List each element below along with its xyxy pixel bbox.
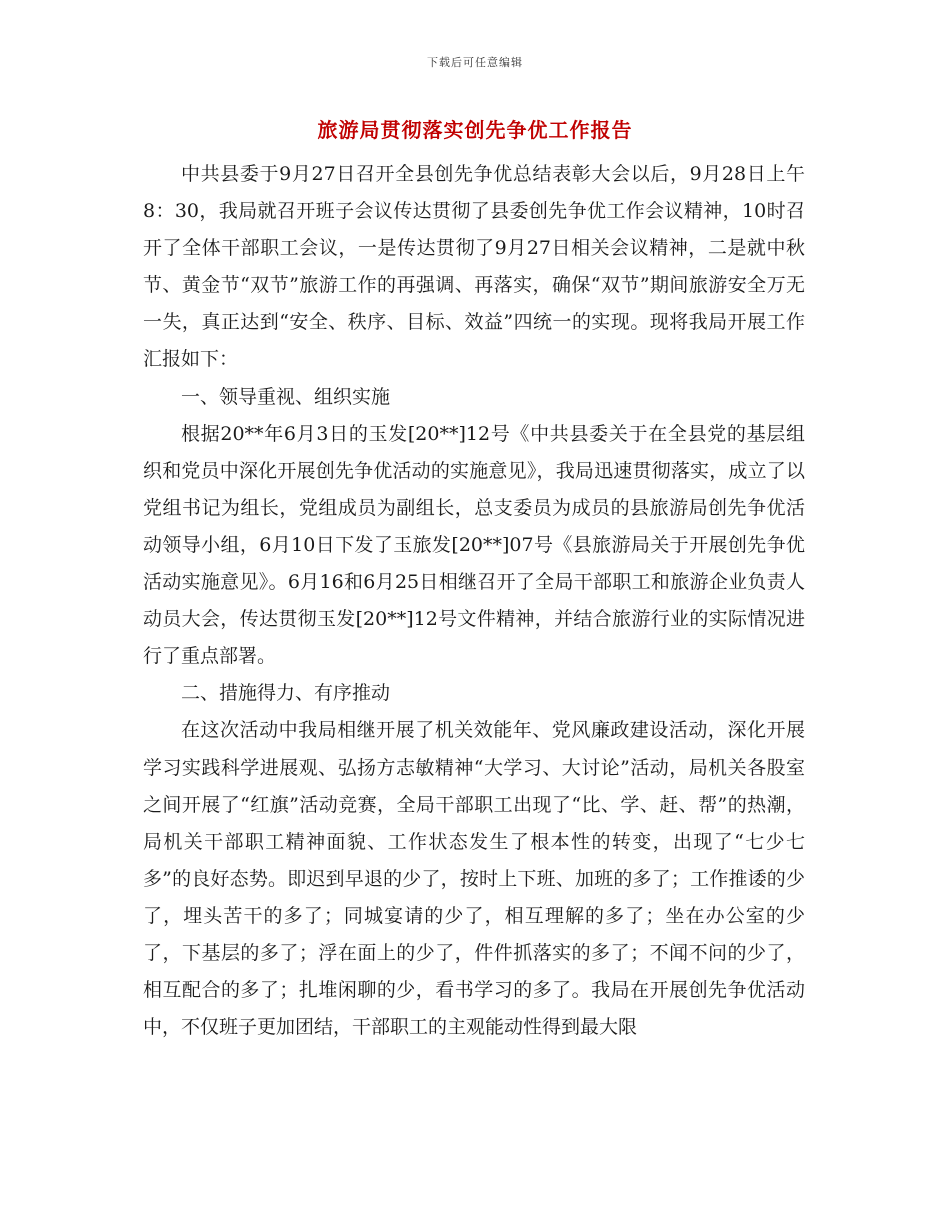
paragraph-section-2: 在这次活动中我局相继开展了机关效能年、党风廉政建设活动，深化开展学习实践科学进展观、弘扬方志敏精神“大学习、大讨论”活动，局机关各股室之间开展了“红旗”活动竞赛，全局干部职工出现了“比、学、赶、帮”的热潮，局机关干部职工精神面貌、工作状态发生了根本性的转变，出现了“七少七多”的良好态势。即迟到早退的少了，按时上下班、加班的多了；工作推诿的少了，埋头苦干的多了；同城宴请的少了，相互理解的多了；坐在办公室的少了，下基层的多了；浮在面上的少了，件件抓落实的多了；不闻不问的少了，相互配合的多了；扎堆闲聊的少，看书学习的多了。我局在开展创先争优活动中，不仅班子更加团结，干部职工的主观能动性得到最大限 xyxy=(143,719,805,1039)
paragraph-section-1: 根据20**年6月3日的玉发[20**]12号《中共县委关于在全县党的基层组织和党员中深化开展创先争优活动的实施意见》，我局迅速贯彻落实，成立了以党组书记为组长，党组成员为副组长，总支委员为成员的县旅游局创先争优活动领导小组，6月10日下发了玉旅发[20**]07号《县旅游局关于开展创先争优活动实施意见》。6月16和6月25日相继召开了全局干部职工和旅游企业负责人动员大会，传达贯彻玉发[20**]12号文件精神，并结合旅游行业的实际情况进行了重点部署。 xyxy=(143,422,805,668)
section-heading-2: 二、措施得力、有序推动 xyxy=(181,682,391,705)
page-header-note: 下载后可任意编辑 xyxy=(427,56,523,69)
document-title: 旅游局贯彻落实创先争优工作报告 xyxy=(317,118,633,142)
section-heading-1: 一、领导重视、组织实施 xyxy=(181,385,391,408)
paragraph-intro: 中共县委于9月27日召开全县创先争优总结表彰大会以后，9月28日上午8：30，我局就召开班子会议传达贯彻了县委创先争优工作会议精神，10时召开了全体干部职工会议，一是传达贯彻了9月27日相关会议精神，二是就中秋节、黄金节“双节”旅游工作的再强调、再落实，确保“双节”期间旅游安全万无一失，真正达到“安全、秩序、目标、效益”四统一的实现。现将我局开展工作汇报如下： xyxy=(143,163,805,371)
document-body xyxy=(143,156,805,1046)
